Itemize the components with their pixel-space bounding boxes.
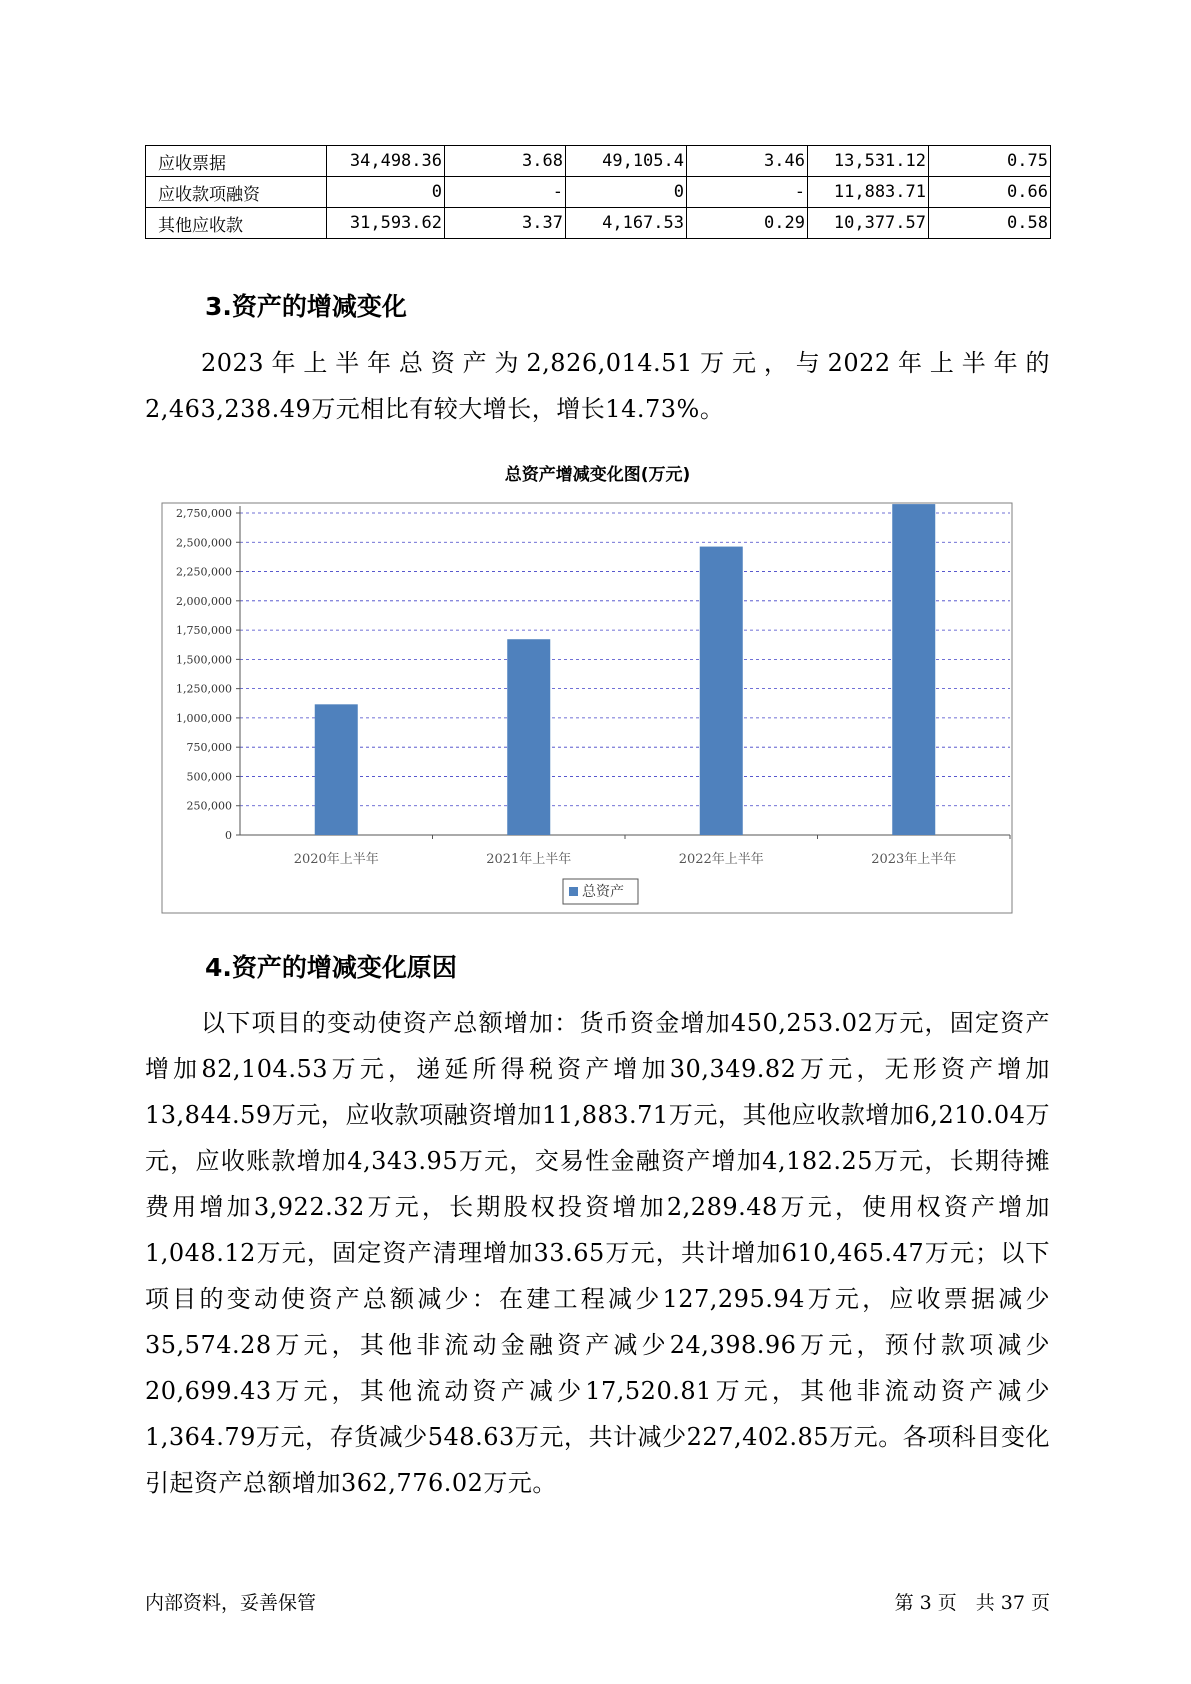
y-tick-label: 750,000 — [186, 741, 232, 755]
x-tick-label: 2020年上半年 — [293, 852, 379, 867]
table-cell: 10,377.57 — [808, 208, 929, 239]
section-4-paragraph: 以下项目的变动使资产总额增加：货币资金增加450,253.02万元，固定资产增加82,104.53万元，递延所得税资产增加30,349.82万元，无形资产增加13,844.59万元，应收款项融资增加11,883.71万元，其他应收款增加6,210.04万元，应收账款增加4,343.95万元，交易性金融资产增加4,182.25万元，长期待摊费用增加3,922.32万元，长期股权投资增加2,289.48万元，使用权资产增加1,048.12万元，固定资产清理增加33.65万元，共计增加610,465.47万元；以下项目的变动使资产总额减少：在建工程减少127,295.94万元，应收票据减少35,574.28万元，其他非流动金融资产减少24,398.96万元，预付款项减少20,699.43万元，其他流动资产减少17,520.81万元，其他非流动资产减少1,364.79万元，存货减少548.63万元，共计减少227,402.85万元。各项科目变化引起资产总额增加362,776.02万元。 — [145, 1009, 1050, 1497]
table-cell: 31,593.62 — [327, 208, 445, 239]
bar-3 — [700, 547, 743, 835]
table-cell: 3.68 — [445, 146, 566, 177]
footer-page-number: 第 3 页 共 37 页 — [894, 1592, 1050, 1614]
y-tick-label: 1,500,000 — [176, 653, 232, 667]
table-cell: 0.58 — [929, 208, 1051, 239]
table-cell: 0.29 — [687, 208, 808, 239]
y-tick-label: 1,750,000 — [176, 624, 232, 638]
legend-swatch — [569, 887, 578, 896]
y-tick-label: 500,000 — [186, 770, 232, 784]
row-label: 应收款项融资 — [146, 177, 327, 208]
y-tick-label: 2,250,000 — [176, 565, 232, 579]
footer-confidential-note: 内部资料，妥善保管 — [145, 1592, 317, 1614]
table-cell: 3.37 — [445, 208, 566, 239]
y-tick-label: 0 — [225, 829, 232, 842]
chart-title: 总资产增减变化图(万元) — [504, 465, 691, 485]
y-tick-label: 250,000 — [186, 799, 232, 813]
table-cell: 11,883.71 — [808, 177, 929, 208]
x-tick-label: 2021年上半年 — [486, 852, 572, 867]
table-cell: - — [445, 177, 566, 208]
table-cell: 0.66 — [929, 177, 1051, 208]
table-cell: 0 — [327, 177, 445, 208]
section-3-heading: 3.资产的增减变化 — [205, 292, 407, 321]
row-label: 应收票据 — [146, 146, 327, 177]
legend-label: 总资产 — [582, 884, 624, 900]
table-cell: 0 — [566, 177, 687, 208]
table-cell: 13,531.12 — [808, 146, 929, 177]
table-cell: 4,167.53 — [566, 208, 687, 239]
row-label: 其他应收款 — [146, 208, 327, 239]
section-3-paragraph: 2023年上半年总资产为2,826,014.51万元，与2022年上半年的2,463,238.49万元相比有较大增长，增长14.73%。 — [145, 349, 1050, 423]
bar-2 — [507, 639, 550, 835]
section-4-heading: 4.资产的增减变化原因 — [205, 953, 457, 982]
bar-1 — [315, 704, 358, 835]
y-tick-label: 2,500,000 — [176, 536, 232, 550]
x-tick-label: 2022年上半年 — [678, 852, 764, 867]
table-cell: 3.46 — [687, 146, 808, 177]
table-cell: - — [687, 177, 808, 208]
bar-4 — [892, 504, 935, 835]
y-tick-label: 2,750,000 — [176, 507, 232, 520]
y-tick-label: 1,250,000 — [176, 682, 232, 696]
table-cell: 0.75 — [929, 146, 1051, 177]
x-tick-label: 2023年上半年 — [871, 852, 957, 867]
table-cell: 34,498.36 — [327, 146, 445, 177]
y-tick-label: 1,000,000 — [176, 711, 232, 725]
y-tick-label: 2,000,000 — [176, 594, 232, 608]
table-cell: 49,105.4 — [566, 146, 687, 177]
